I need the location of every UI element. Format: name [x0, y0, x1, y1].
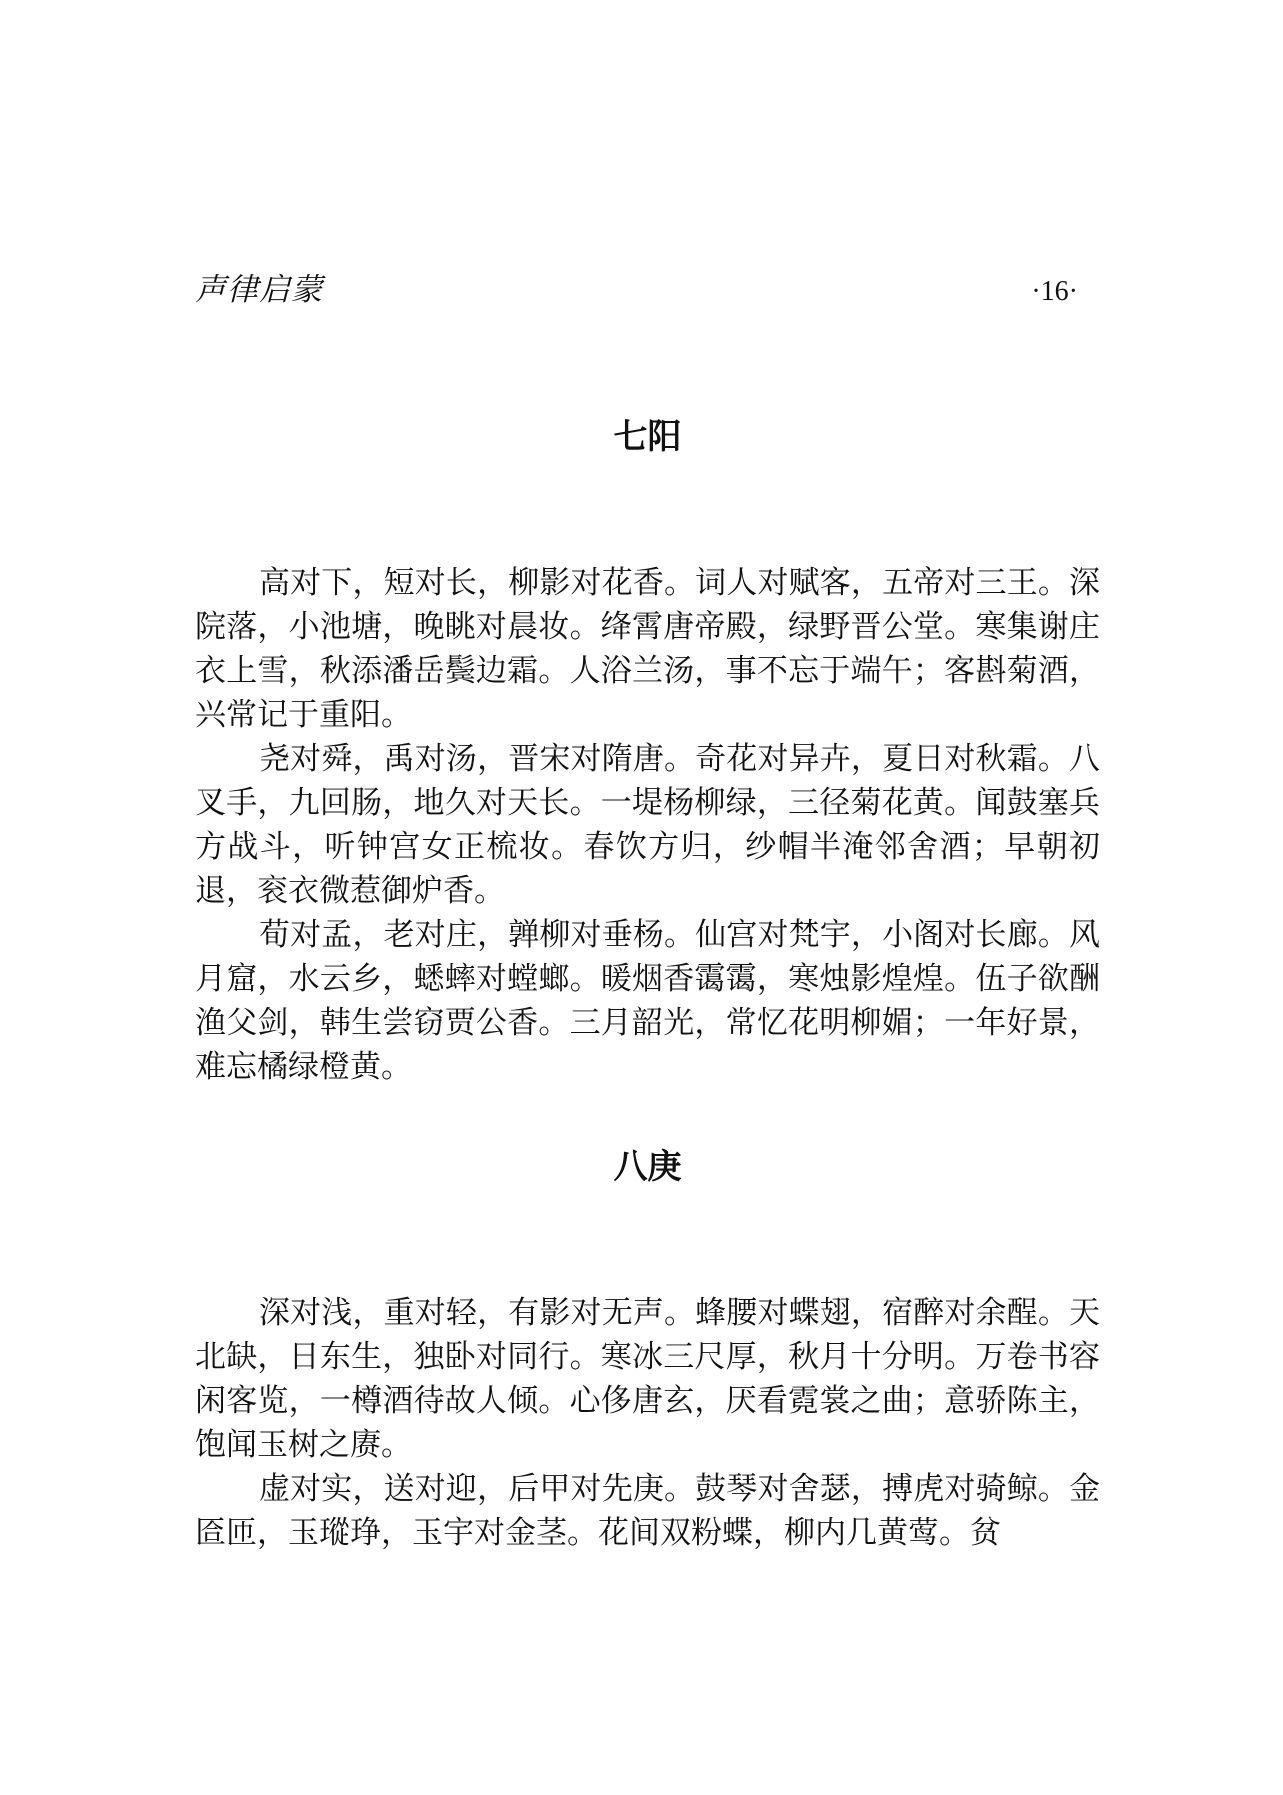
section-bageng [195, 1145, 1100, 1555]
page-number: ·16· [1031, 276, 1078, 307]
section-qiyang [195, 415, 1100, 1089]
section-body [195, 1291, 1100, 1555]
paragraph: 虚对实，送对迎，后甲对先庚。鼓琴对舍瑟，搏虎对骑鲸。金匼匝，玉瑽琤，玉宇对金茎。花间双粉蝶，柳内几黄莺。贫 [195, 1471, 1100, 1551]
paragraph: 荀对孟，老对庄，亸柳对垂杨。仙宫对梵宇，小阁对长廊。风月窟，水云乡，蟋蟀对螳螂。暖烟香霭霭，寒烛影煌煌。伍子欲酬渔父剑，韩生尝窃贾公香。三月韶光，常忆花明柳媚；一年好景，难忘橘绿橙黄。 [195, 917, 1100, 1085]
paragraph: 尧对舜，禹对汤，晋宋对隋唐。奇花对异卉，夏日对秋霜。八叉手，九回肠，地久对天长。一堤杨柳绿，三径菊花黄。闻鼓塞兵方战斗，听钟宫女正梳妆。春饮方归，纱帽半淹邻舍酒；早朝初退，衮衣微惹御炉香。 [195, 741, 1100, 909]
section-body [195, 561, 1100, 1089]
paragraph: 深对浅，重对轻，有影对无声。蜂腰对蝶翅，宿醉对余酲。天北缺，日东生，独卧对同行。寒冰三尺厚，秋月十分明。万卷书容闲客览，一樽酒待故人倾。心侈唐玄，厌看霓裳之曲；意骄陈主，饱闻玉树之赓。 [195, 1295, 1100, 1463]
section-heading: 七阳 [613, 417, 682, 457]
running-title: 声律启蒙 [195, 272, 323, 308]
paragraph: 高对下，短对长，柳影对花香。词人对赋客，五帝对三王。深院落，小池塘，晚眺对晨妆。绛霄唐帝殿，绿野晋公堂。寒集谢庄衣上雪，秋添潘岳鬓边霜。人浴兰汤，事不忘于端午；客斟菊酒，兴常记于重阳。 [195, 565, 1100, 733]
section-heading: 八庚 [613, 1147, 682, 1187]
